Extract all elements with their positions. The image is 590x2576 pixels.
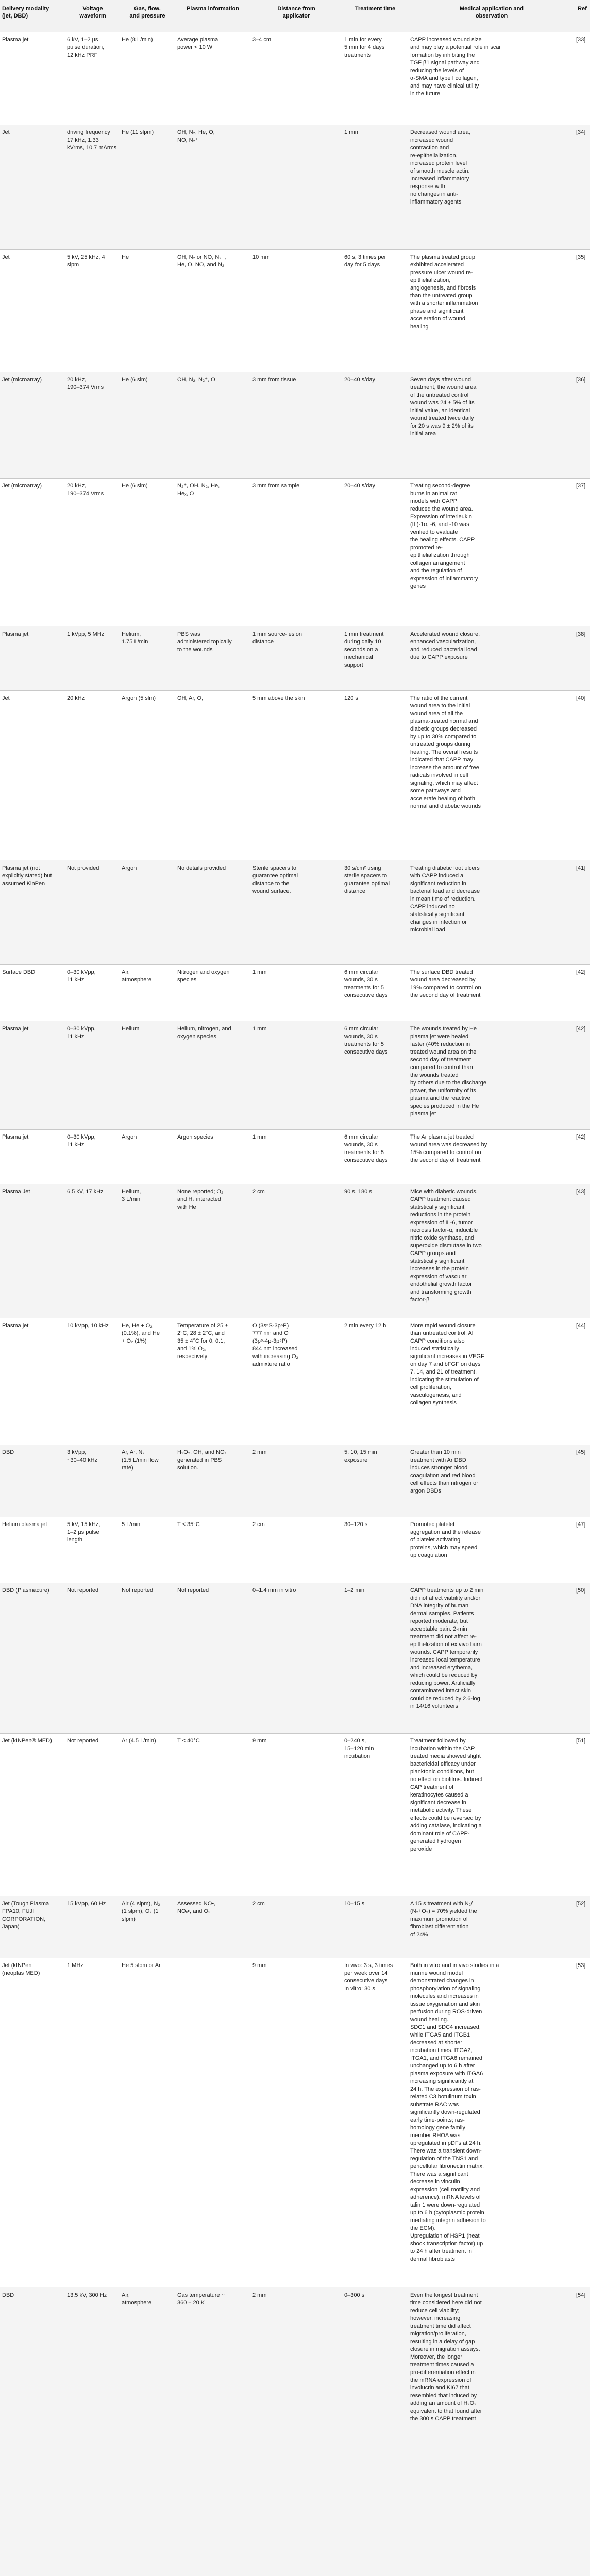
cell-gas: Not reported bbox=[122, 1587, 154, 1594]
cell-modality: Plasma jet bbox=[2, 37, 29, 43]
cell-modality: DBD (Plasmacure) bbox=[2, 1587, 49, 1594]
table-row bbox=[0, 249, 590, 372]
cell-voltage: 0–30 kVpp, 11 kHz bbox=[67, 1134, 96, 1148]
cell-voltage: 13.5 kV, 300 Hz bbox=[67, 2292, 107, 2298]
cell-plasma: Argon species bbox=[177, 1134, 213, 1140]
cell-distance: Sterile spacers to guarantee optimal distance to the wound surface. bbox=[252, 865, 298, 894]
cell-ref: [36] bbox=[576, 377, 586, 383]
table-row bbox=[0, 1958, 590, 2288]
cell-application: Greater than 10 min treatment with Ar DBD induces stronger blood coagulation and red blood cell effects than nitrogen or argon DBDs bbox=[410, 1449, 478, 1494]
cell-modality: Plasma jet (not explicitly stated) but assumed KinPen bbox=[2, 865, 52, 887]
cell-gas: Helium, 3 L/min bbox=[122, 1189, 141, 1202]
cell-voltage: 1 MHz bbox=[67, 1962, 83, 1969]
cell-gas: Argon bbox=[122, 865, 137, 871]
cell-ref: [45] bbox=[576, 1449, 586, 1455]
table-row bbox=[0, 478, 590, 627]
cell-modality: DBD bbox=[2, 1449, 14, 1455]
table-row bbox=[0, 1733, 590, 1896]
cell-application: The Ar plasma jet treated wound area was decreased by 15% compared to control on the second day of treatment bbox=[410, 1134, 487, 1163]
cell-voltage: 20 kHz, 190–374 Vrms bbox=[67, 483, 104, 497]
cell-distance: 5 mm above the skin bbox=[252, 695, 305, 701]
cell-plasma: Assessed NO•, NOₓ•, and O₃ bbox=[177, 1901, 216, 1914]
cell-time: 6 mm circular wounds, 30 s treatments for 5 consecutive days bbox=[344, 969, 388, 998]
cell-time: 6 mm circular wounds, 30 s treatments for 5 consecutive days bbox=[344, 1026, 388, 1055]
cell-voltage: driving frequency 17 kHz, 1.33 kVrms, 10.7 mArms bbox=[67, 129, 117, 151]
cell-application: The surface DBD treated wound area decreased by 19% compared to control on the second day of treatment bbox=[410, 969, 481, 998]
cell-time: 1–2 min bbox=[344, 1587, 365, 1594]
table-row bbox=[0, 372, 590, 479]
table-row bbox=[0, 1583, 590, 1734]
cell-gas: He (6 slm) bbox=[122, 377, 148, 383]
cell-plasma: Average plasma power < 10 W bbox=[177, 37, 218, 50]
cell-gas: Argon (5 slm) bbox=[122, 695, 156, 701]
cell-distance: 2 mm bbox=[252, 1449, 267, 1455]
cell-application: More rapid wound closure than untreated control. All CAPP conditions also induced statistically significant increases in VEGF on day 7 and bFGF on days 7, 14, and 21 of treatment, indicating the stimulation of cell proliferation, vasculogenesis, and collagen synthesis bbox=[410, 1323, 484, 1406]
cell-time: 10–15 s bbox=[344, 1901, 365, 1907]
cell-gas: He (6 slm) bbox=[122, 483, 148, 489]
cell-plasma: H₂O₂, OH, and NOₓ generated in PBS solution. bbox=[177, 1449, 227, 1471]
cell-gas: He (8 L/min) bbox=[122, 37, 153, 43]
cell-distance: 10 mm bbox=[252, 254, 270, 260]
cell-distance: 1 mm source-lesion distance bbox=[252, 631, 302, 645]
cell-gas: He, He + O₂ (0.1%), and He + O₂ (1%) bbox=[122, 1323, 160, 1344]
cell-distance: 2 cm bbox=[252, 1901, 265, 1907]
cell-modality: Jet bbox=[2, 254, 10, 260]
cell-application: CAPP increased wound size and may play a potential role in scar formation by inhibiting the TGF β1 signal pathway and reducing the levels of α-SMA and type I collagen, and may have clinical utility in the future bbox=[410, 37, 501, 97]
cell-time: 0–300 s bbox=[344, 2292, 365, 2298]
cell-distance: 2 cm bbox=[252, 1521, 265, 1528]
table-header bbox=[0, 0, 590, 32]
cell-modality: Plasma jet bbox=[2, 631, 29, 637]
cell-voltage: 5 kV, 15 kHz, 1–2 µs pulse length bbox=[67, 1521, 100, 1543]
cell-ref: [51] bbox=[576, 1738, 586, 1744]
cell-application: The ratio of the current wound area to the initial wound area of all the plasma-treated normal and diabetic groups decreased by up to 30% compared to untreated groups during healing. The overall results indicated that CAPP may increase the amount of free radicals involved in cell signaling, which may affect some pathways and accelerate healing of both normal and diabetic wounds bbox=[410, 695, 481, 809]
cell-distance: 2 mm bbox=[252, 2292, 267, 2298]
cell-modality: Jet bbox=[2, 695, 10, 701]
table-row bbox=[0, 1318, 590, 1445]
cell-distance: 1 mm bbox=[252, 1134, 267, 1140]
cell-application: Accelerated wound closure, enhanced vascularization, and reduced bacterial load due to CAPP exposure bbox=[410, 631, 480, 660]
cell-voltage: 0–30 kVpp, 11 kHz bbox=[67, 1026, 96, 1040]
cell-modality: Jet (kINPen® MED) bbox=[2, 1738, 52, 1744]
cell-voltage: 5 kV, 25 kHz, 4 slpm bbox=[67, 254, 105, 268]
cell-ref: [42] bbox=[576, 1134, 586, 1140]
header-time: Treatment time bbox=[355, 6, 396, 12]
cell-application: The plasma treated group exhibited accelerated pressure ulcer wound re- epithelialization, angiogenesis, and fibrosis than the untreated group with a shorter inflammation phase and significant acceleration of wound healing bbox=[410, 254, 478, 330]
table-row bbox=[0, 125, 590, 250]
cell-application: Treating diabetic foot ulcers with CAPP induced a significant reduction in bacterial load and decrease in mean time of reduction. CAPP induced no statistically significant changes in infection or microbial load bbox=[410, 865, 480, 933]
cell-application: Treatment followed by incubation within the CAP treated media showed slight bactericidal efficacy under planktonic conditions, but no effect on biofilms. Indirect CAP treatment of keratinocytes caused a significant decrease in metabolic activity. These effects could be reversed by adding catalase, indicating a dominant role of CAPP- generated hydrogen peroxide bbox=[410, 1738, 482, 1852]
table-row bbox=[0, 32, 590, 125]
cell-time: 2 min every 12 h bbox=[344, 1323, 386, 1329]
cell-ref: [33] bbox=[576, 37, 586, 43]
cell-voltage: 6 kV, 1–2 µs pulse duration, 12 kHz PRF bbox=[67, 37, 105, 58]
cell-ref: [35] bbox=[576, 254, 586, 260]
cell-time: 1 min treatment during daily 10 seconds on a mechanical support bbox=[344, 631, 384, 668]
cell-gas: Helium, 1.75 L/min bbox=[122, 631, 148, 645]
cell-voltage: Not reported bbox=[67, 1738, 99, 1744]
table-row bbox=[0, 964, 590, 1022]
cell-time: 60 s, 3 times per day for 5 days bbox=[344, 254, 386, 268]
table-row bbox=[0, 1129, 590, 1184]
cell-plasma: None reported; O₂ and H₂ interacted with He bbox=[177, 1189, 224, 1210]
header-ref: Ref bbox=[578, 6, 587, 12]
cell-voltage: 0–30 kVpp, 11 kHz bbox=[67, 969, 96, 983]
cell-voltage: 20 kHz bbox=[67, 695, 85, 701]
cell-ref: [42] bbox=[576, 1026, 586, 1032]
cell-modality: Jet (kINPen (neoplas MED) bbox=[2, 1962, 40, 1976]
cell-ref: [54] bbox=[576, 2292, 586, 2298]
cell-ref: [41] bbox=[576, 865, 586, 871]
cell-plasma: Gas temperature ~ 360 ± 20 K bbox=[177, 2292, 225, 2306]
cell-modality: Jet (Tough Plasma FPA10, FUJI CORPORATION, Japan) bbox=[2, 1901, 49, 1930]
cell-ref: [38] bbox=[576, 631, 586, 637]
cell-gas: 5 L/min bbox=[122, 1521, 141, 1528]
cell-plasma: Nitrogen and oxygen species bbox=[177, 969, 230, 983]
cell-distance: O (3s⁵S-3p⁵P) 777 nm and O (3p⁵-4p-3p⁵P) 844 nm increased with increasing O₂ admixture ratio bbox=[252, 1323, 298, 1367]
cell-application: Mice with diabetic wounds. CAPP treatment caused statistically significant reductions in the protein expression of IL-6, tumor necrosis factor-α, inducible nitric oxide synthase, and superoxide dismutase in two CAPP groups and statistically significant increases in the protein expression of vascular endothelial growth factor and transforming growth factor-β bbox=[410, 1189, 482, 1303]
cell-application: Treating second-degree burns in animal rat models with CAPP reduced the wound area. Expression of interleukin (IL)-1α, -6, and -10 was verified to evaluate the healing effects. CAPP promoted re- epithelialization through collagen arrangement and the regulation of expression of inflammatory genes bbox=[410, 483, 478, 589]
header-voltage: Voltage waveform bbox=[79, 6, 106, 19]
table-row bbox=[0, 626, 590, 691]
cell-distance: 0–1.4 mm in vitro bbox=[252, 1587, 296, 1594]
cell-plasma: OH, N₂, N₂⁺, O bbox=[177, 377, 215, 383]
header-modality: Delivery modality (jet, DBD) bbox=[2, 6, 49, 19]
cell-application: Seven days after wound treatment, the wound area of the untreated control wound was 24 ± 5% of its initial value, an identical wound treated twice daily for 20 s was 9 ± 2% of its initial area bbox=[410, 377, 477, 437]
cell-plasma: OH, N₂, He, O, NO, N₂⁺ bbox=[177, 129, 215, 143]
cell-modality: Jet (microarray) bbox=[2, 483, 42, 489]
cell-time: 120 s bbox=[344, 695, 358, 701]
cell-application: Promoted platelet aggregation and the release of platelet activating proteins, which may speed up coagulation bbox=[410, 1521, 481, 1558]
header-distance: Distance from applicator bbox=[277, 6, 315, 19]
cell-time: 1 min bbox=[344, 129, 358, 135]
cell-distance: 2 cm bbox=[252, 1189, 265, 1195]
cell-gas: Argon bbox=[122, 1134, 137, 1140]
cell-ref: [52] bbox=[576, 1901, 586, 1907]
cell-time: 90 s, 180 s bbox=[344, 1189, 372, 1195]
cell-plasma: T < 35°C bbox=[177, 1521, 200, 1528]
cell-ref: [40] bbox=[576, 695, 586, 701]
cell-gas: He (11 slpm) bbox=[122, 129, 154, 135]
cell-ref: [34] bbox=[576, 129, 586, 135]
cell-distance: 3 mm from sample bbox=[252, 483, 300, 489]
cell-voltage: 15 kVpp, 60 Hz bbox=[67, 1901, 106, 1907]
table-row bbox=[0, 1896, 590, 1958]
cell-gas: He 5 slpm or Ar bbox=[122, 1962, 161, 1969]
cell-time: 6 mm circular wounds, 30 s treatments for 5 consecutive days bbox=[344, 1134, 388, 1163]
cell-distance: 9 mm bbox=[252, 1738, 267, 1744]
cell-time: 5, 10, 15 min exposure bbox=[344, 1449, 377, 1463]
cell-application: A 15 s treatment with N₂/ (N₂+O₂) = 70% yielded the maximum promotion of fibroblast differentiation of 24% bbox=[410, 1901, 477, 1938]
cell-gas: Helium bbox=[122, 1026, 140, 1032]
cell-application: Even the longest treatment time considered here did not reduce cell viability; however, increasing treatment time did affect migration/proliferation, resulting in a delay of gap closure in migration assays. Moreover, the longer treatment times caused a pro-differentiation effect in the mRNA expression of involucrin and KI67 that resembled that induced by adding an amount of H₂O₂ equivalent to that found after the 300 s CAPP treatment bbox=[410, 2292, 482, 2422]
cell-application: Both in vitro and in vivo studies in a murine wound model demonstrated changes in phosphorylation of signaling molecules and increases in tissue oxygenation and skin perfusion during ROS-driven wound healing. SDC1 and SDC4 increased, while ITGA5 and ITGB1 decreased at shorter incubation times. ITGA2, ITGA1, and ITGA6 remained unchanged up to 6 h after plasma exposure with ITGA6 increasing significantly at 24 h. The expression of ras- related C3 botulinum toxin substrate RAC was significantly down-regulated early time-points; ras- homology gene family member RHOA was upregulated in pDFs at 24 h. There was a transient down- regulation of the TNS1 and pericellular fibronectin matrix. There was a significant decrease in vinculin expression (cell motility and adherence). mRNA levels of talin 1 were down-regulated up to 6 h (cytoplasmic protein mediating integrin adhesion to the ECM). Upregulation of HSP1 (heat shock transcription factor) up to 24 h after treatment in dermal fibroblasts bbox=[410, 1962, 499, 2262]
cell-plasma: Not reported bbox=[177, 1587, 209, 1594]
cell-modality: DBD bbox=[2, 2292, 14, 2298]
header-plasma: Plasma information bbox=[186, 6, 240, 12]
table-row bbox=[0, 2287, 590, 2576]
cell-application: Decreased wound area, increased wound contraction and re-epithelialization, increased protein level of smooth muscle actin. Increased inflammatory response with no changes in anti- inflammatory agents bbox=[410, 129, 470, 205]
cell-time: 0–240 s, 15–120 min incubation bbox=[344, 1738, 374, 1759]
cell-plasma: OH, Ar, O, bbox=[177, 695, 204, 701]
cell-modality: Surface DBD bbox=[2, 969, 36, 975]
cell-gas: He bbox=[122, 254, 129, 260]
cell-ref: [43] bbox=[576, 1189, 586, 1195]
cell-plasma: OH, N₂ or NO, N₂⁺, He, O, NO, and N₂ bbox=[177, 254, 226, 268]
cell-time: 1 min for every 5 min for 4 days treatments bbox=[344, 37, 385, 58]
cell-gas: Air (4 slpm), N₂ (1 slpm), O₂ (1 slpm) bbox=[122, 1901, 160, 1922]
cell-time: 30–120 s bbox=[344, 1521, 368, 1528]
cell-modality: Plasma jet bbox=[2, 1134, 29, 1140]
cell-plasma: Helium, nitrogen, and oxygen species bbox=[177, 1026, 231, 1040]
table-row bbox=[0, 860, 590, 965]
cell-distance: 1 mm bbox=[252, 969, 267, 975]
cell-plasma: Temperature of 25 ± 2°C, 28 ± 2°C, and 35 ± 4°C for 0, 0.1, and 1% O₂, respectively bbox=[177, 1323, 228, 1360]
cell-plasma: T < 40°C bbox=[177, 1738, 200, 1744]
cell-modality: Jet (microarray) bbox=[2, 377, 42, 383]
cell-time: 30 s/cm² using sterile spacers to guarantee optimal distance bbox=[344, 865, 390, 894]
cell-modality: Plasma jet bbox=[2, 1026, 29, 1032]
table-row bbox=[0, 1445, 590, 1517]
cell-distance: 3 mm from tissue bbox=[252, 377, 296, 383]
cell-distance: 9 mm bbox=[252, 1962, 267, 1969]
cell-gas: Ar (4.5 L/min) bbox=[122, 1738, 156, 1744]
cell-voltage: 1 kVpp, 5 MHz bbox=[67, 631, 105, 637]
cell-modality: Plasma Jet bbox=[2, 1189, 30, 1195]
table-row bbox=[0, 1021, 590, 1130]
cell-voltage: Not reported bbox=[67, 1587, 99, 1594]
cell-ref: [44] bbox=[576, 1323, 586, 1329]
table-row bbox=[0, 690, 590, 861]
cell-ref: [47] bbox=[576, 1521, 586, 1528]
cell-modality: Jet bbox=[2, 129, 10, 135]
cell-modality: Helium plasma jet bbox=[2, 1521, 47, 1528]
table-row bbox=[0, 1517, 590, 1583]
cell-ref: [42] bbox=[576, 969, 586, 975]
cell-ref: [53] bbox=[576, 1962, 586, 1969]
cell-ref: [50] bbox=[576, 1587, 586, 1594]
cell-plasma: No details provided bbox=[177, 865, 226, 871]
cell-distance: 1 mm bbox=[252, 1026, 267, 1032]
cell-voltage: 10 kVpp, 10 kHz bbox=[67, 1323, 109, 1329]
cell-application: CAPP treatments up to 2 min did not affect viability and/or DNA integrity of human dermal samples. Patients reported moderate, but acceptable pain. 2-min treatment did not affect re- epithelization of ex vivo burn wounds. CAPP temporarily increased local temperature and increased erythema, which could be reduced by reducing power. Artificially contaminated intact skin could be reduced by 2.6-log in 14/16 volunteers bbox=[410, 1587, 484, 1709]
cell-voltage: 20 kHz, 190–374 Vrms bbox=[67, 377, 104, 391]
cell-voltage: 3 kVpp, ~30–40 kHz bbox=[67, 1449, 98, 1463]
cell-gas: Air, atmosphere bbox=[122, 2292, 152, 2306]
table-row bbox=[0, 1184, 590, 1318]
cell-ref: [37] bbox=[576, 483, 586, 489]
cell-gas: Air, atmosphere bbox=[122, 969, 152, 983]
cell-plasma: PBS was administered topically to the wounds bbox=[177, 631, 232, 653]
cell-time: In vivo: 3 s, 3 times per week over 14 consecutive days In vitro: 30 s bbox=[344, 1962, 393, 1992]
cell-distance: 3–4 cm bbox=[252, 37, 272, 43]
cell-time: 20–40 s/day bbox=[344, 377, 375, 383]
header-gas: Gas, flow, and pressure bbox=[129, 6, 165, 19]
cell-voltage: Not provided bbox=[67, 865, 99, 871]
cell-voltage: 6.5 kV, 17 kHz bbox=[67, 1189, 104, 1195]
cell-application: The wounds treated by He plasma jet were healed faster (40% reduction in treated wound area on the second day of treatment compared to control than the wounds treated by others due to the discharge power, the uniformity of its plasma and the reactive species produced in the He plasma jet bbox=[410, 1026, 486, 1117]
cell-plasma: N₂⁺, OH, N₂, He, Heₓ, O bbox=[177, 483, 220, 497]
cell-gas: Ar, Ar, N₂ (1.5 L/min flow rate) bbox=[122, 1449, 159, 1471]
cell-modality: Plasma jet bbox=[2, 1323, 29, 1329]
cell-time: 20–40 s/day bbox=[344, 483, 375, 489]
header-application: Medical application and observation bbox=[459, 6, 524, 19]
